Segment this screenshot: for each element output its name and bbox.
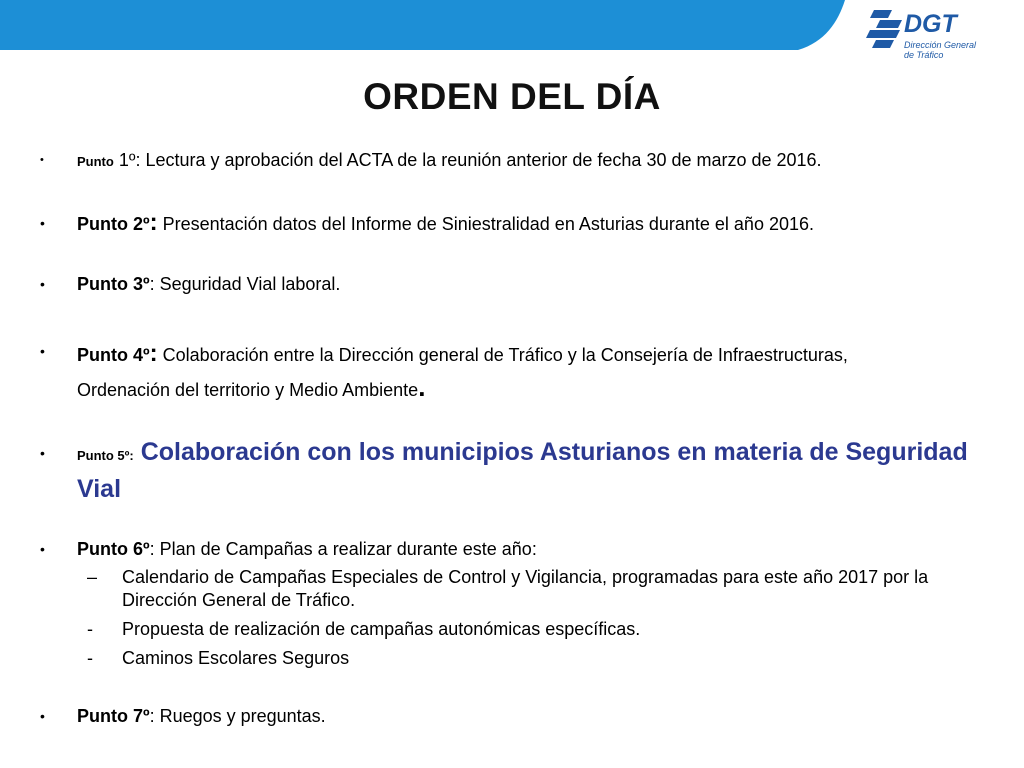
item-text-line2: Ordenación del territorio y Medio Ambiente <box>77 380 419 400</box>
bullet: • <box>40 215 45 231</box>
subitem-text: Caminos Escolares Seguros <box>122 648 350 668</box>
dgt-logo <box>866 8 986 62</box>
item-label: Punto 4º <box>77 345 150 365</box>
item-text: Seguridad Vial laboral. <box>154 274 341 294</box>
item-label: Punto <box>77 154 114 169</box>
bullet: • <box>40 541 45 557</box>
item-label: Punto 7º <box>77 706 150 726</box>
item-text: Presentación datos del Informe de Siniestralidad en Asturias durante el año 2016. <box>157 214 814 234</box>
item-text: : Ruegos y preguntas. <box>149 706 326 726</box>
item-colon: : <box>149 340 158 367</box>
bullet: • <box>40 445 45 461</box>
bullet: • <box>40 343 45 359</box>
subitem-text: Calendario de Campañas Especiales de Control y Vigilancia, programadas para este año 2017 por la Dirección General de Tráfico. <box>122 567 929 610</box>
subitem-dash: - <box>87 619 93 639</box>
banner-shape <box>0 0 845 50</box>
dgt-logo-subtitle-1: Dirección General <box>904 40 977 50</box>
item-end-mark: . <box>418 372 426 402</box>
subitem-text: Propuesta de realización de campañas autonómicas específicas. <box>122 619 641 639</box>
bullet: • <box>40 154 44 166</box>
bullet: • <box>40 708 45 724</box>
page-title: ORDEN DEL DÍA <box>363 76 661 117</box>
item-label: Punto 3º <box>77 274 150 294</box>
dgt-logo-text: DGT <box>904 10 957 38</box>
item-text: Colaboración con los municipios Asturianos en materia de Seguridad Vial <box>77 438 968 503</box>
item-colon: : <box>149 274 155 294</box>
bullet: • <box>40 276 45 292</box>
dgt-logo-subtitle-2: de Tráfico <box>904 50 944 60</box>
item-colon: : <box>149 209 158 236</box>
item-label: Punto 2º <box>77 214 150 234</box>
item-text: : Plan de Campañas a realizar durante este año: <box>149 539 537 559</box>
dgt-logo-mark <box>866 8 906 58</box>
subitem-dash: - <box>87 648 93 668</box>
item-label: Punto 6º <box>77 539 150 559</box>
subitem-dash: – <box>87 567 98 587</box>
item-text: Lectura y aprobación del ACTA de la reunión anterior de fecha 30 de marzo de 2016. <box>140 150 822 170</box>
item-colon: : <box>135 150 141 170</box>
item-text-line1: Colaboración entre la Dirección general de Tráfico y la Consejería de Infraestructuras, <box>157 345 848 365</box>
item-label: Punto 5º: <box>77 448 134 463</box>
item-number: 1º <box>118 150 136 170</box>
